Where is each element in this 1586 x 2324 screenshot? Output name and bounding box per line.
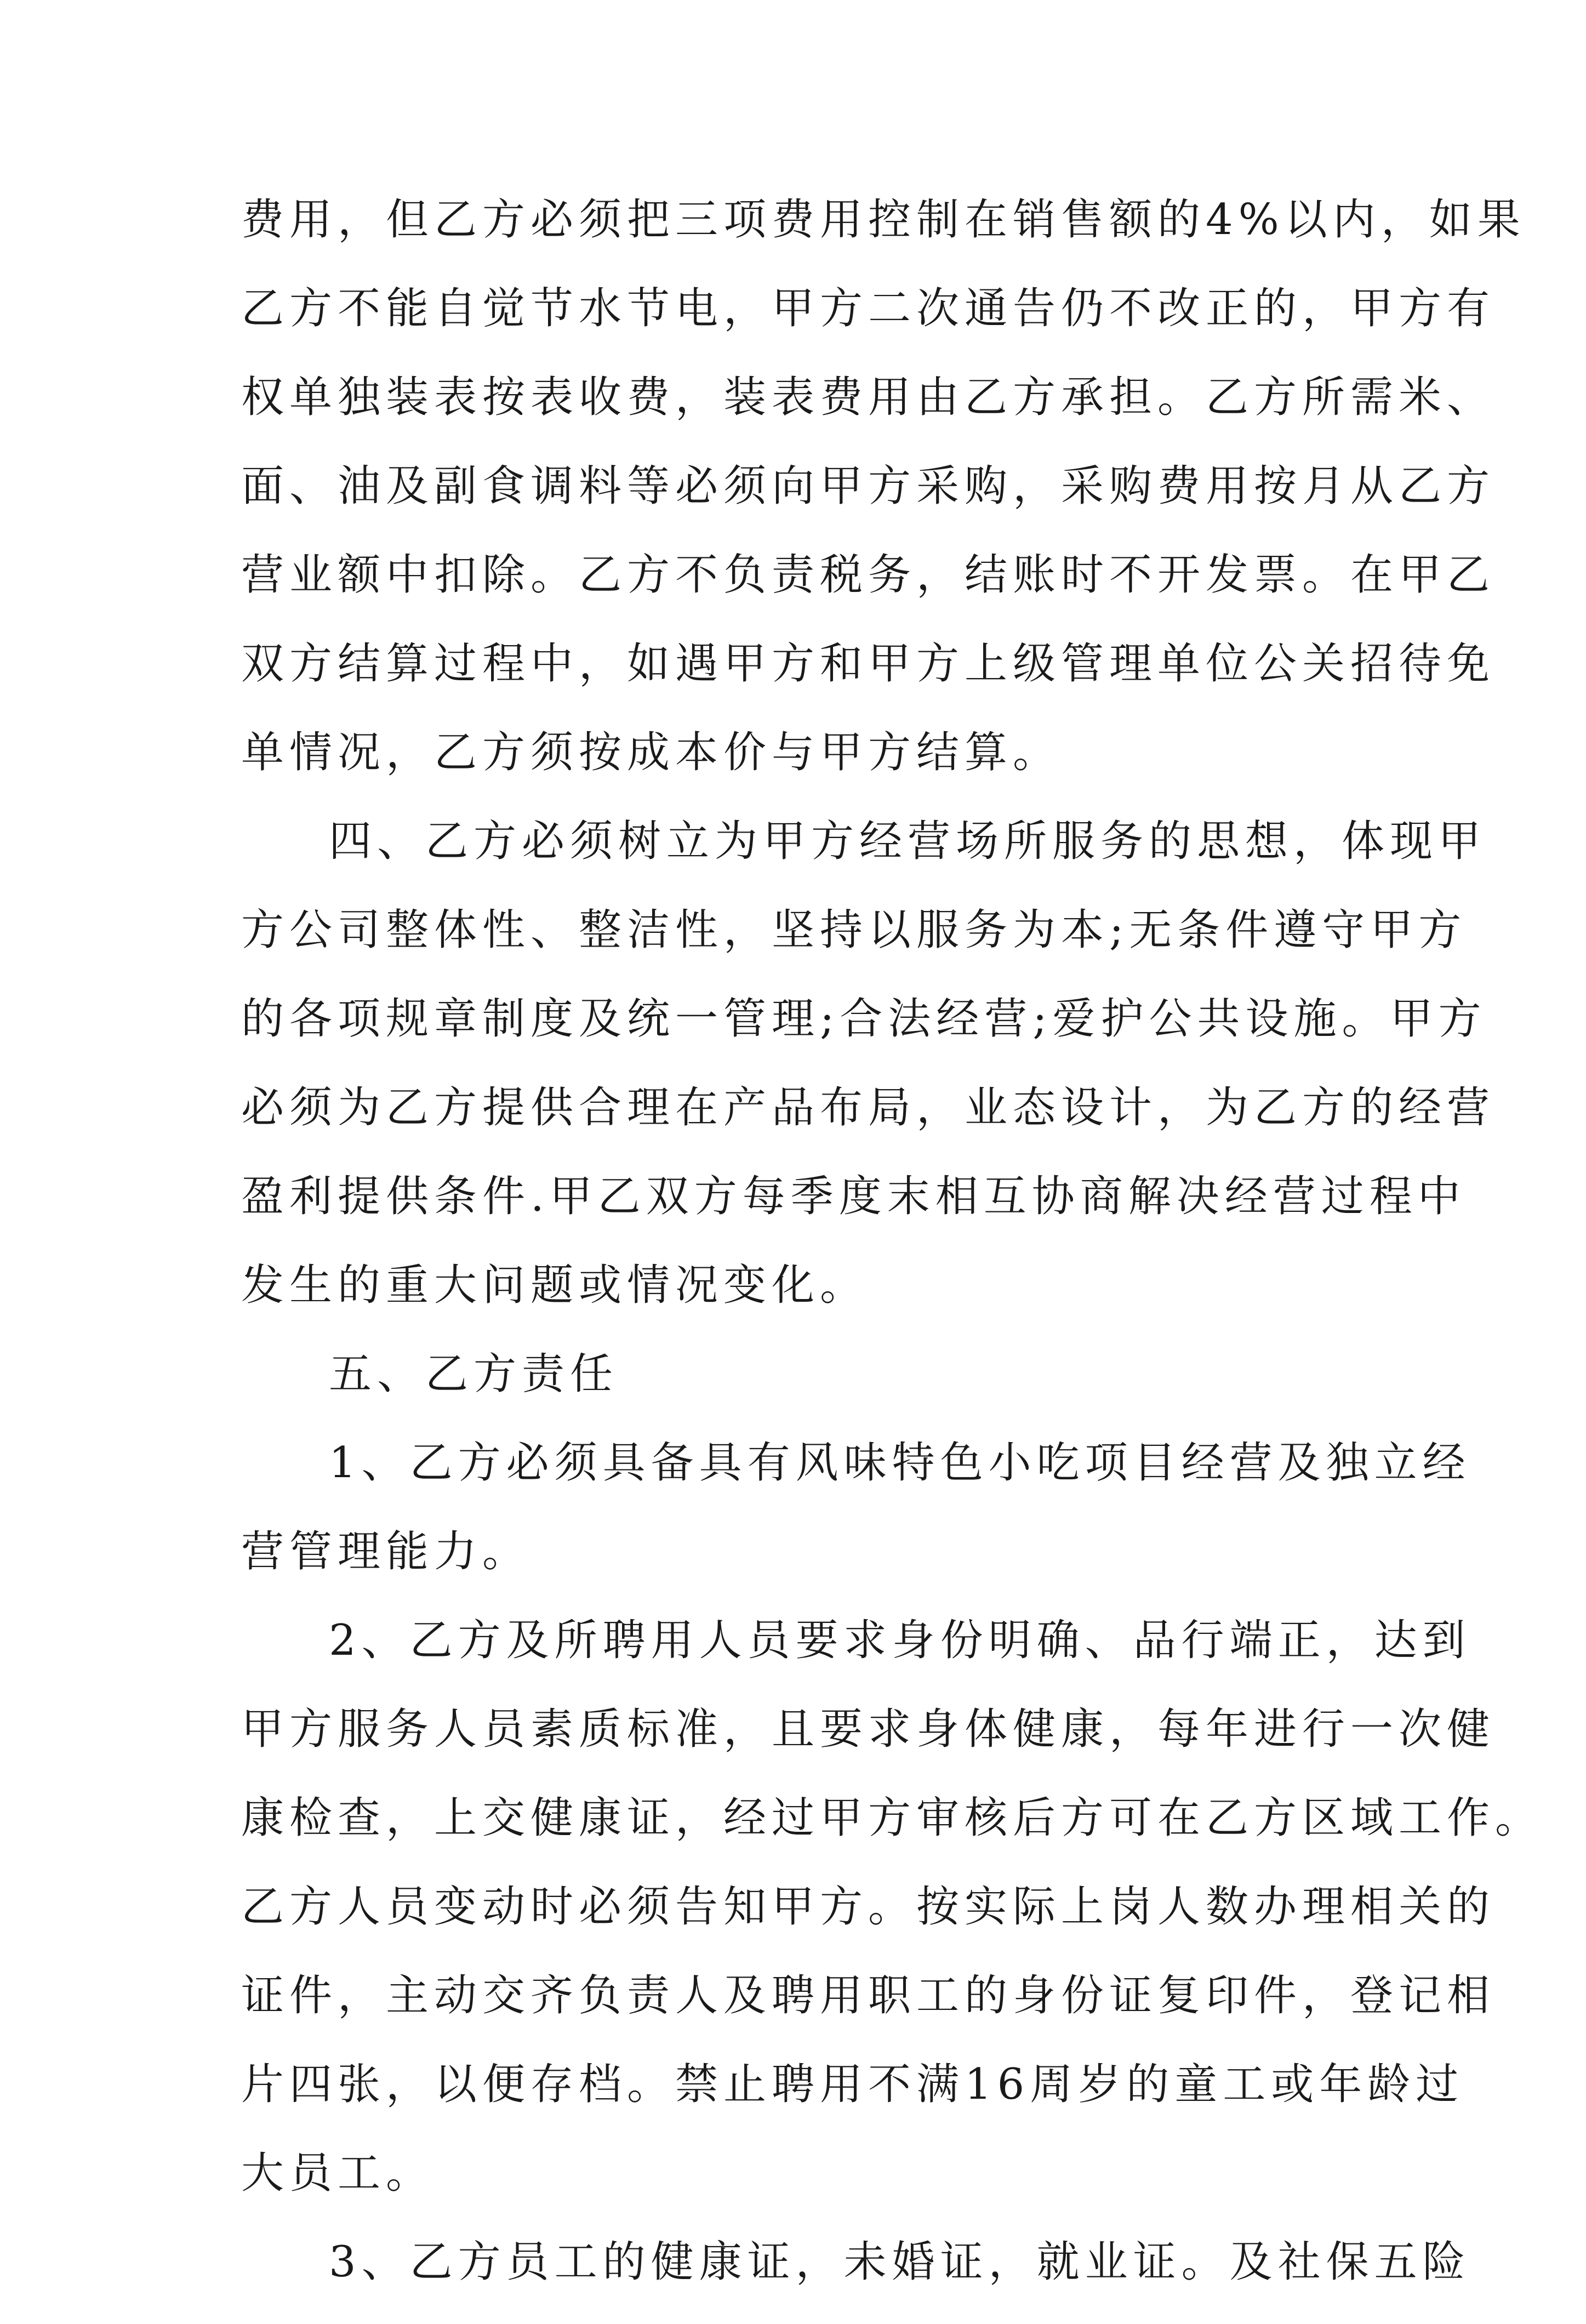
text-line: 营业额中扣除。乙方不负责税务，结账时不开发票。在甲乙 <box>241 550 1496 600</box>
text-line: 方公司整体性、整洁性，坚持以服务为本;无条件遵守甲方 <box>241 905 1467 955</box>
text-line: 康检查，上交健康证，经过甲方审核后方可在乙方区域工作。 <box>241 1793 1544 1843</box>
text-line: 甲方服务人员素质标准，且要求身体健康，每年进行一次健 <box>241 1705 1496 1754</box>
paragraph-start-line: 1、乙方必须具备具有风味特色小吃项目经营及独立经 <box>329 1438 1471 1488</box>
text-line: 双方结算过程中，如遇甲方和甲方上级管理单位公关招待免 <box>241 639 1496 688</box>
paragraph-start-line: 2、乙方及所聘用人员要求身份明确、品行端正，达到 <box>329 1616 1471 1665</box>
paragraph-start-line: 四、乙方必须树立为甲方经营场所服务的思想，体现甲 <box>329 817 1487 866</box>
text-line: 发生的重大问题或情况变化。 <box>241 1261 869 1310</box>
paragraph-start-line: 3、乙方员工的健康证，未婚证，就业证。及社保五险 <box>329 2237 1471 2287</box>
text-line: 证件，主动交齐负责人及聘用职工的身份证复印件，登记相 <box>241 1971 1496 2020</box>
text-line: 营管理能力。 <box>241 1527 531 1576</box>
document-page <box>241 193 1544 2324</box>
text-line: 乙方人员变动时必须告知甲方。按实际上岗人数办理相关的 <box>241 1882 1496 1932</box>
text-line: 必须为乙方提供合理在产品布局，业态设计，为乙方的经营 <box>241 1083 1496 1132</box>
text-line: 的各项规章制度及统一管理;合法经营;爱护公共设施。甲方 <box>241 994 1487 1044</box>
section-heading: 五、乙方责任 <box>329 1349 619 1399</box>
text-line: 乙方不能自觉节水节电，甲方二次通告仍不改正的，甲方有 <box>241 284 1496 333</box>
text-line: 片四张，以便存档。禁止聘用不满16周岁的童工或年龄过 <box>241 2060 1464 2109</box>
text-line: 面、油及副食调料等必须向甲方采购，采购费用按月从乙方 <box>241 462 1496 511</box>
text-line: 盈利提供条件.甲乙双方每季度末相互协商解决经营过程中 <box>241 1172 1466 1221</box>
text-line: 费用，但乙方必须把三项费用控制在销售额的4%以内，如果 <box>241 195 1526 244</box>
text-line: 大员工。 <box>241 2149 435 2198</box>
text-line: 单情况，乙方须按成本价与甲方结算。 <box>241 728 1062 777</box>
text-line: 权单独装表按表收费，装表费用由乙方承担。乙方所需米、 <box>241 373 1496 422</box>
